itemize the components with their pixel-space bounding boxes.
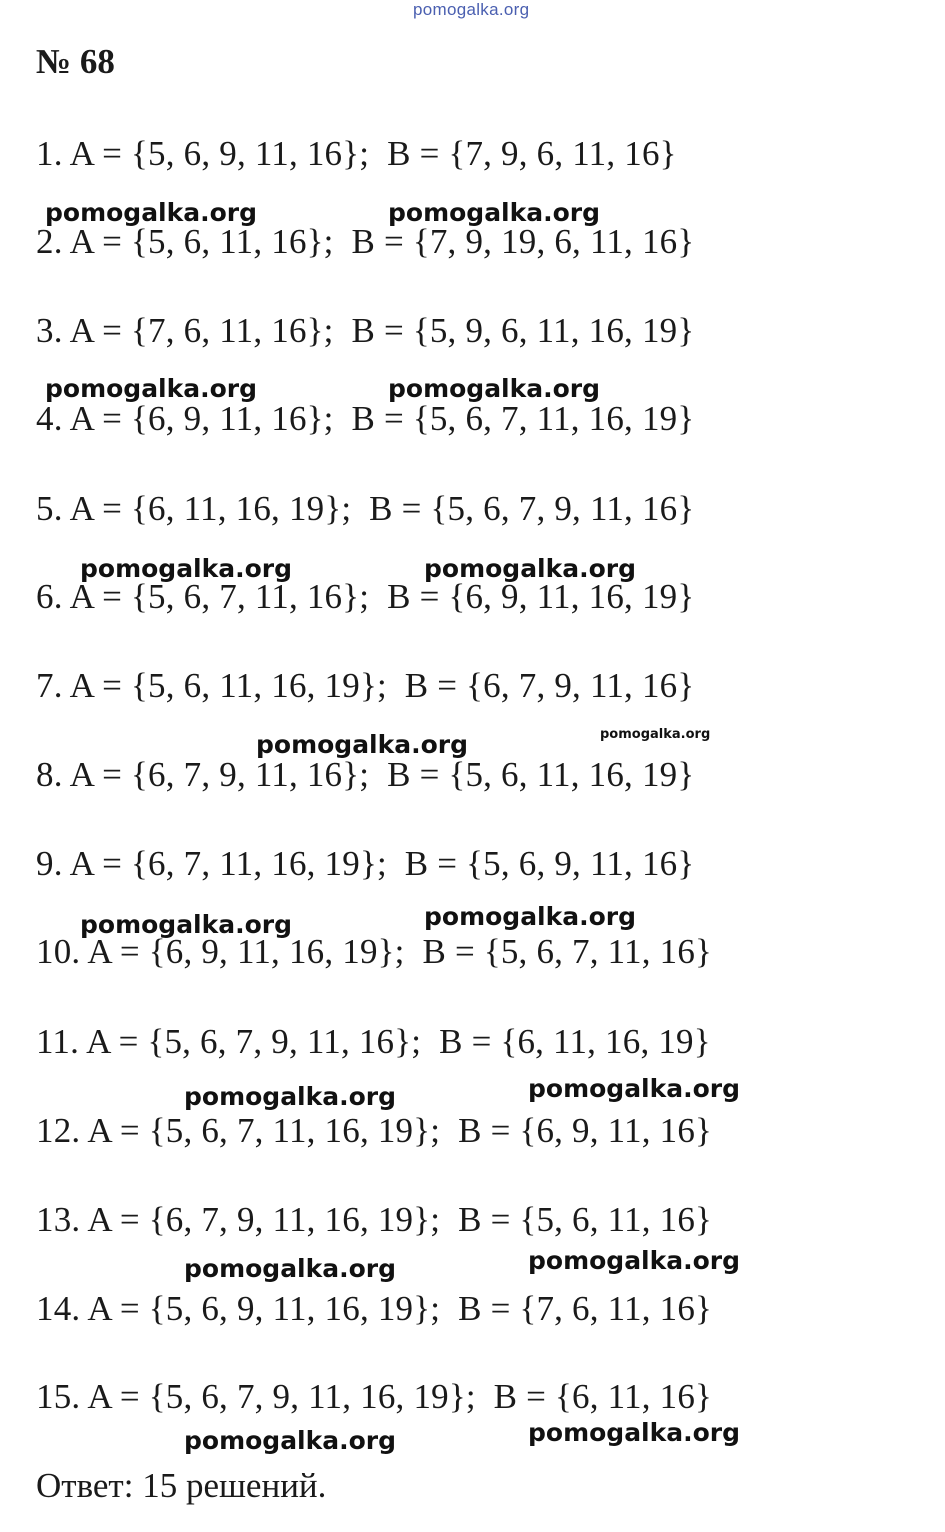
- watermark: pomogalka.org: [388, 198, 601, 227]
- solution-line-11: 11. A = {5, 6, 7, 9, 11, 16}; B = {6, 11, 16, 19}: [36, 1022, 711, 1061]
- watermark: pomogalka.org: [528, 1246, 741, 1275]
- solution-line-4: 4. A = {6, 9, 11, 16}; B = {5, 6, 7, 11, 16, 19}: [36, 399, 695, 438]
- solution-line-9: 9. A = {6, 7, 11, 16, 19}; B = {5, 6, 9, 11, 16}: [36, 844, 695, 883]
- watermark: pomogalka.org: [528, 1418, 741, 1447]
- watermark: pomogalka.org: [80, 554, 293, 583]
- answer-text: Ответ: 15 решений.: [36, 1466, 327, 1505]
- watermark: pomogalka.org: [184, 1254, 397, 1283]
- solution-line-10: 10. A = {6, 9, 11, 16, 19}; B = {5, 6, 7, 11, 16}: [36, 932, 713, 971]
- solution-line-15: 15. A = {5, 6, 7, 9, 11, 16, 19}; B = {6, 11, 16}: [36, 1377, 713, 1416]
- watermark: pomogalka.org: [184, 1082, 397, 1111]
- solution-line-1: 1. A = {5, 6, 9, 11, 16}; B = {7, 9, 6, 11, 16}: [36, 134, 677, 173]
- watermark: pomogalka.org: [45, 374, 258, 403]
- watermark-small: pomogalka.org: [600, 727, 711, 742]
- solution-line-2: 2. A = {5, 6, 11, 16}; B = {7, 9, 19, 6, 11, 16}: [36, 222, 695, 261]
- solution-line-6: 6. A = {5, 6, 7, 11, 16}; B = {6, 9, 11, 16, 19}: [36, 577, 695, 616]
- solution-line-13: 13. A = {6, 7, 9, 11, 16, 19}; B = {5, 6, 11, 16}: [36, 1200, 713, 1239]
- solution-line-5: 5. A = {6, 11, 16, 19}; B = {5, 6, 7, 9, 11, 16}: [36, 489, 695, 528]
- watermark: pomogalka.org: [424, 902, 637, 931]
- solution-line-12: 12. A = {5, 6, 7, 11, 16, 19}; B = {6, 9, 11, 16}: [36, 1111, 713, 1150]
- solution-line-3: 3. A = {7, 6, 11, 16}; B = {5, 9, 6, 11, 16, 19}: [36, 311, 695, 350]
- watermark: pomogalka.org: [184, 1426, 397, 1455]
- watermark: pomogalka.org: [256, 730, 469, 759]
- watermark: pomogalka.org: [45, 198, 258, 227]
- watermark: pomogalka.org: [528, 1074, 741, 1103]
- solution-line-8: 8. A = {6, 7, 9, 11, 16}; B = {5, 6, 11, 16, 19}: [36, 755, 695, 794]
- watermark: pomogalka.org: [80, 910, 293, 939]
- watermark: pomogalka.org: [424, 554, 637, 583]
- solution-line-7: 7. A = {5, 6, 11, 16, 19}; B = {6, 7, 9, 11, 16}: [36, 666, 695, 705]
- site-watermark-top: pomogalka.org: [413, 0, 530, 19]
- solution-line-14: 14. A = {5, 6, 9, 11, 16, 19}; B = {7, 6, 11, 16}: [36, 1289, 713, 1328]
- problem-title: № 68: [36, 42, 115, 81]
- watermark: pomogalka.org: [388, 374, 601, 403]
